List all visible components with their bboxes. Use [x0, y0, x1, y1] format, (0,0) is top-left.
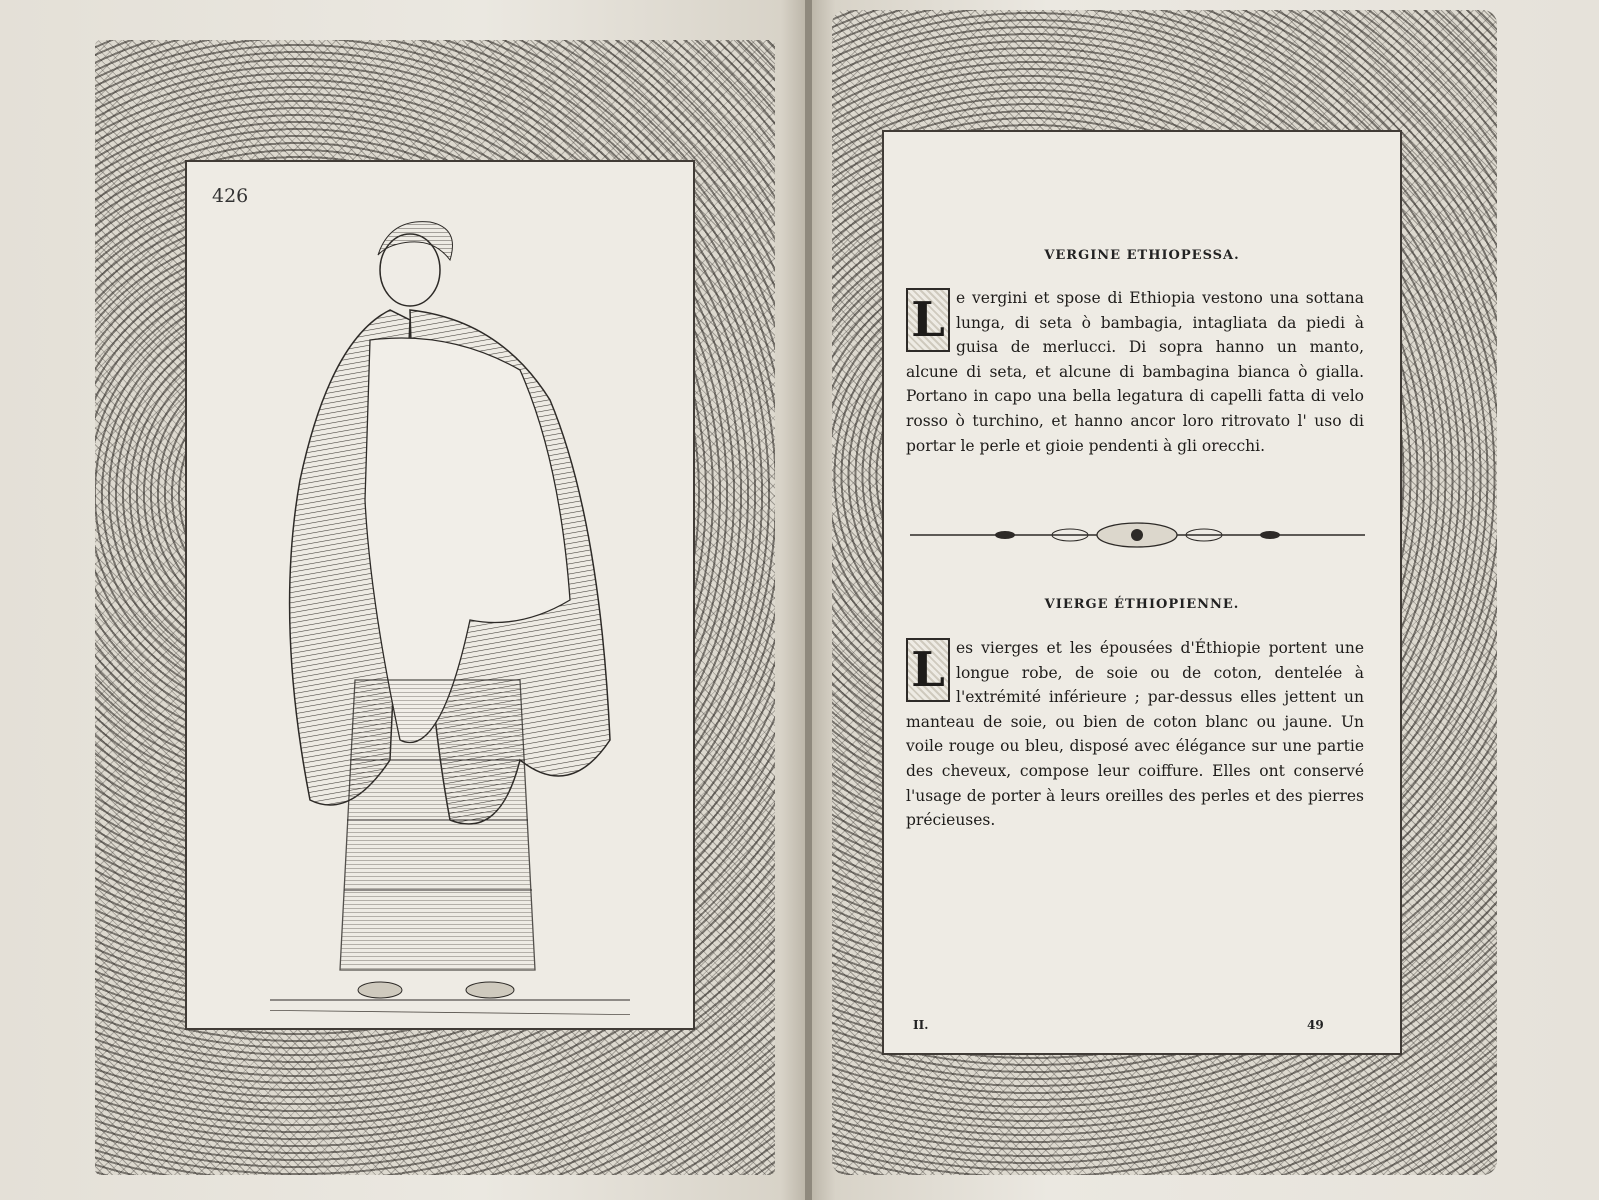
- footer-signature: II.: [913, 1018, 929, 1032]
- french-text: es vierges et les épousées d'Éthiopie portent une longue robe, de soie ou de coton, dentelée à l'extrémité inférieure ; par-dessus elles jettent un manteau de soie, ou bien de coton blanc ou jaune. Un voile rouge ou bleu, disposé avec élégance sur une partie des cheveux, compose leur coiffure. Elles ont conservé l'usage de porter à leurs oreilles des perles et des pierres précieuses.: [906, 639, 1364, 830]
- right-text-panel: [882, 130, 1402, 1055]
- french-dropcap: L: [906, 638, 950, 702]
- italian-paragraph: [906, 286, 1364, 458]
- footer-page-number: 49: [1307, 1018, 1324, 1032]
- ornamental-divider: [910, 520, 1365, 550]
- french-title: VIERGE ÉTHIOPIENNE.: [1044, 597, 1240, 612]
- left-page-number: 426: [212, 185, 249, 207]
- italian-dropcap: L: [906, 288, 950, 352]
- italian-text: e vergini et spose di Ethiopia vestono una sottana lunga, di seta ò bambagia, intagliata da piedi à guisa de merlucci. Di sopra hanno un manto, alcune di seta, et alcune di bambagina bianca ò gialla. Portano in capo una bella legatura di capelli fatta di velo rosso ò turchino, et hanno ancor loro ritrovato l' uso di portar le perle et gioie pendenti à gli orecchi.: [906, 289, 1364, 455]
- book-gutter: [805, 0, 812, 1200]
- italian-title: VERGINE ETHIOPESSA.: [1044, 248, 1240, 263]
- french-paragraph: [906, 636, 1364, 833]
- woman-engraving-illustration: [270, 200, 630, 1020]
